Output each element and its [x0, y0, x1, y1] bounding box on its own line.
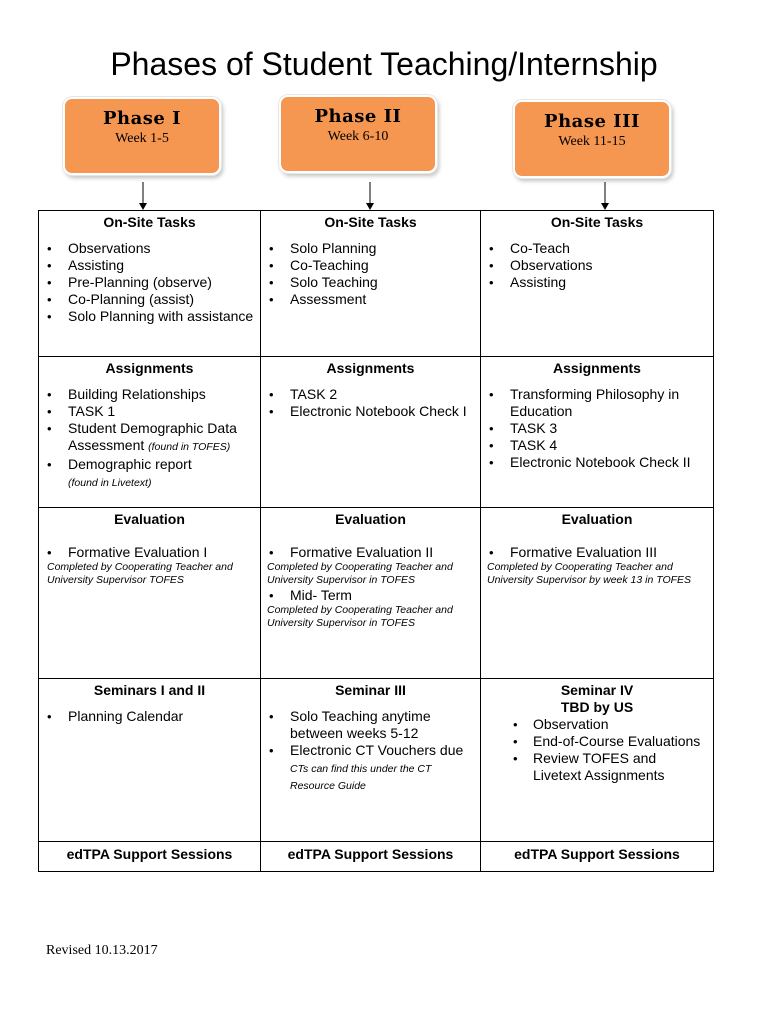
list-item: • Solo Teaching anytime between weeks 5-12: [267, 708, 474, 742]
list-item: • Formative Evaluation I: [45, 544, 254, 561]
evaluation-note: Completed by Cooperating Teacher and University Supervisor by week 13 in TOFES: [487, 561, 692, 586]
list-item: [45, 456, 254, 490]
list-item: • Electronic Notebook Check I: [267, 403, 474, 420]
assignments-header: Assignments: [105, 360, 194, 376]
edtpa-cell-phase-3: [481, 842, 714, 872]
list-item: • Solo Planning with assistance: [45, 308, 254, 325]
seminars-header: Seminars I and II: [93, 682, 206, 698]
evaluation-list: [267, 587, 474, 604]
onsite-cell-phase-3: [481, 211, 714, 357]
onsite-cell-phase-1: [39, 211, 261, 357]
list-item: • Assisting: [45, 257, 254, 274]
list-item-text: Electronic CT Vouchers due: [290, 742, 464, 758]
assignments-list: [45, 386, 254, 490]
list-item-note: (found in TOFES): [148, 441, 231, 453]
seminars-list: [45, 708, 254, 725]
assignments-cell-phase-1: [39, 357, 261, 508]
assignments-list: [487, 386, 707, 471]
list-item: [45, 420, 254, 456]
list-item: • TASK 3: [487, 420, 707, 437]
onsite-header: On-Site Tasks: [550, 214, 644, 230]
list-item-text: Demographic report: [68, 456, 192, 472]
phase-1-box: [63, 97, 221, 175]
phase-2-box: [279, 95, 437, 173]
list-item: • Assessment: [267, 291, 474, 308]
phase-3-name: Phase III: [544, 111, 640, 132]
evaluation-note: Completed by Cooperating Teacher and University Supervisor in TOFES: [267, 561, 453, 586]
evaluation-list: [45, 544, 254, 561]
seminars-cell-phase-1: [39, 679, 261, 842]
list-item: • Formative Evaluation III: [487, 544, 707, 561]
phases-table: [38, 210, 714, 872]
list-item-note: CTs can find this under the CT Resource Guide: [290, 763, 432, 792]
onsite-header: On-Site Tasks: [103, 214, 196, 230]
list-item: • End-of-Course Evaluations: [487, 733, 707, 750]
list-item: • Solo Planning: [267, 240, 474, 257]
list-item: • Co-Teach: [487, 240, 707, 257]
assignments-header: Assignments: [553, 360, 641, 376]
assignments-row: [39, 357, 714, 508]
onsite-tasks-row: [39, 211, 714, 357]
evaluation-header: Evaluation: [335, 511, 406, 527]
evaluation-list: [487, 544, 707, 561]
phase-2-name: Phase II: [314, 106, 402, 127]
list-item: • Co-Teaching: [267, 257, 474, 274]
seminars-cell-phase-3: [481, 679, 714, 842]
evaluation-header: Evaluation: [114, 511, 185, 527]
evaluation-row: [39, 508, 714, 679]
edtpa-label: edTPA Support Sessions: [66, 846, 233, 862]
list-item-note: (found in Livetext): [68, 477, 152, 489]
list-item: • TASK 2: [267, 386, 474, 403]
assignments-cell-phase-3: [481, 357, 714, 508]
phase-3-box: [513, 100, 671, 178]
phase-1-name: Phase I: [102, 108, 182, 129]
evaluation-note: Completed by Cooperating Teacher and University Supervisor in TOFES: [267, 604, 453, 629]
edtpa-label: edTPA Support Sessions: [287, 846, 454, 862]
list-item: • Pre-Planning (observe): [45, 274, 254, 291]
phase-1-arrow-icon: [138, 182, 148, 212]
onsite-cell-phase-2: [261, 211, 481, 357]
list-item: • Planning Calendar: [45, 708, 254, 725]
evaluation-list: [267, 544, 474, 561]
evaluation-cell-phase-1: [39, 508, 261, 679]
list-item: • Observation: [487, 716, 707, 733]
page-title: Phases of Student Teaching/Internship: [110, 46, 658, 82]
phase-3-weeks: Week 11-15: [558, 134, 626, 149]
evaluation-cell-phase-3: [481, 508, 714, 679]
list-item: • TASK 1: [45, 403, 254, 420]
evaluation-cell-phase-2: [261, 508, 481, 679]
edtpa-cell-phase-2: [261, 842, 481, 872]
phase-3-arrow-icon: [600, 182, 610, 212]
list-item: • Assisting: [487, 274, 707, 291]
onsite-header: On-Site Tasks: [324, 214, 417, 230]
list-item: • Review TOFES and Livetext Assignments: [487, 750, 707, 784]
assignments-cell-phase-2: [261, 357, 481, 508]
list-item: • TASK 4: [487, 437, 707, 454]
edtpa-label: edTPA Support Sessions: [514, 846, 680, 862]
list-item: • Co-Planning (assist): [45, 291, 254, 308]
list-item: • Solo Teaching: [267, 274, 474, 291]
assignments-header: Assignments: [326, 360, 415, 376]
seminars-subheader: TBD by US: [560, 699, 634, 715]
edtpa-cell-phase-1: [39, 842, 261, 872]
onsite-list: [487, 240, 707, 291]
evaluation-header: Evaluation: [561, 511, 633, 527]
list-item: • Observations: [45, 240, 254, 257]
edtpa-row: [39, 842, 714, 872]
seminars-row: [39, 679, 714, 842]
seminars-header: Seminar III: [335, 682, 406, 698]
assignments-list: [267, 386, 474, 420]
list-item: • Mid- Term: [267, 587, 474, 604]
phase-2-arrow-icon: [365, 182, 375, 212]
list-item: • Formative Evaluation II: [267, 544, 474, 561]
evaluation-note: Completed by Cooperating Teacher and University Supervisor TOFES: [47, 561, 233, 586]
phase-2-weeks: Week 6-10: [327, 129, 389, 144]
revision-date: Revised 10.13.2017: [46, 943, 158, 958]
seminars-cell-phase-2: [261, 679, 481, 842]
phase-1-weeks: Week 1-5: [115, 131, 169, 146]
seminars-list: [267, 708, 474, 793]
list-item-text: Student Demographic Data Assessment: [68, 420, 237, 453]
list-item: • Building Relationships: [45, 386, 254, 403]
list-item: [267, 742, 474, 793]
list-item: • Transforming Philosophy in Education: [487, 386, 707, 420]
seminars-list: [487, 716, 707, 784]
list-item: • Observations: [487, 257, 707, 274]
onsite-list: [267, 240, 474, 308]
seminars-header: Seminar IV: [560, 682, 634, 698]
list-item: • Electronic Notebook Check II: [487, 454, 707, 471]
onsite-list: [45, 240, 254, 325]
